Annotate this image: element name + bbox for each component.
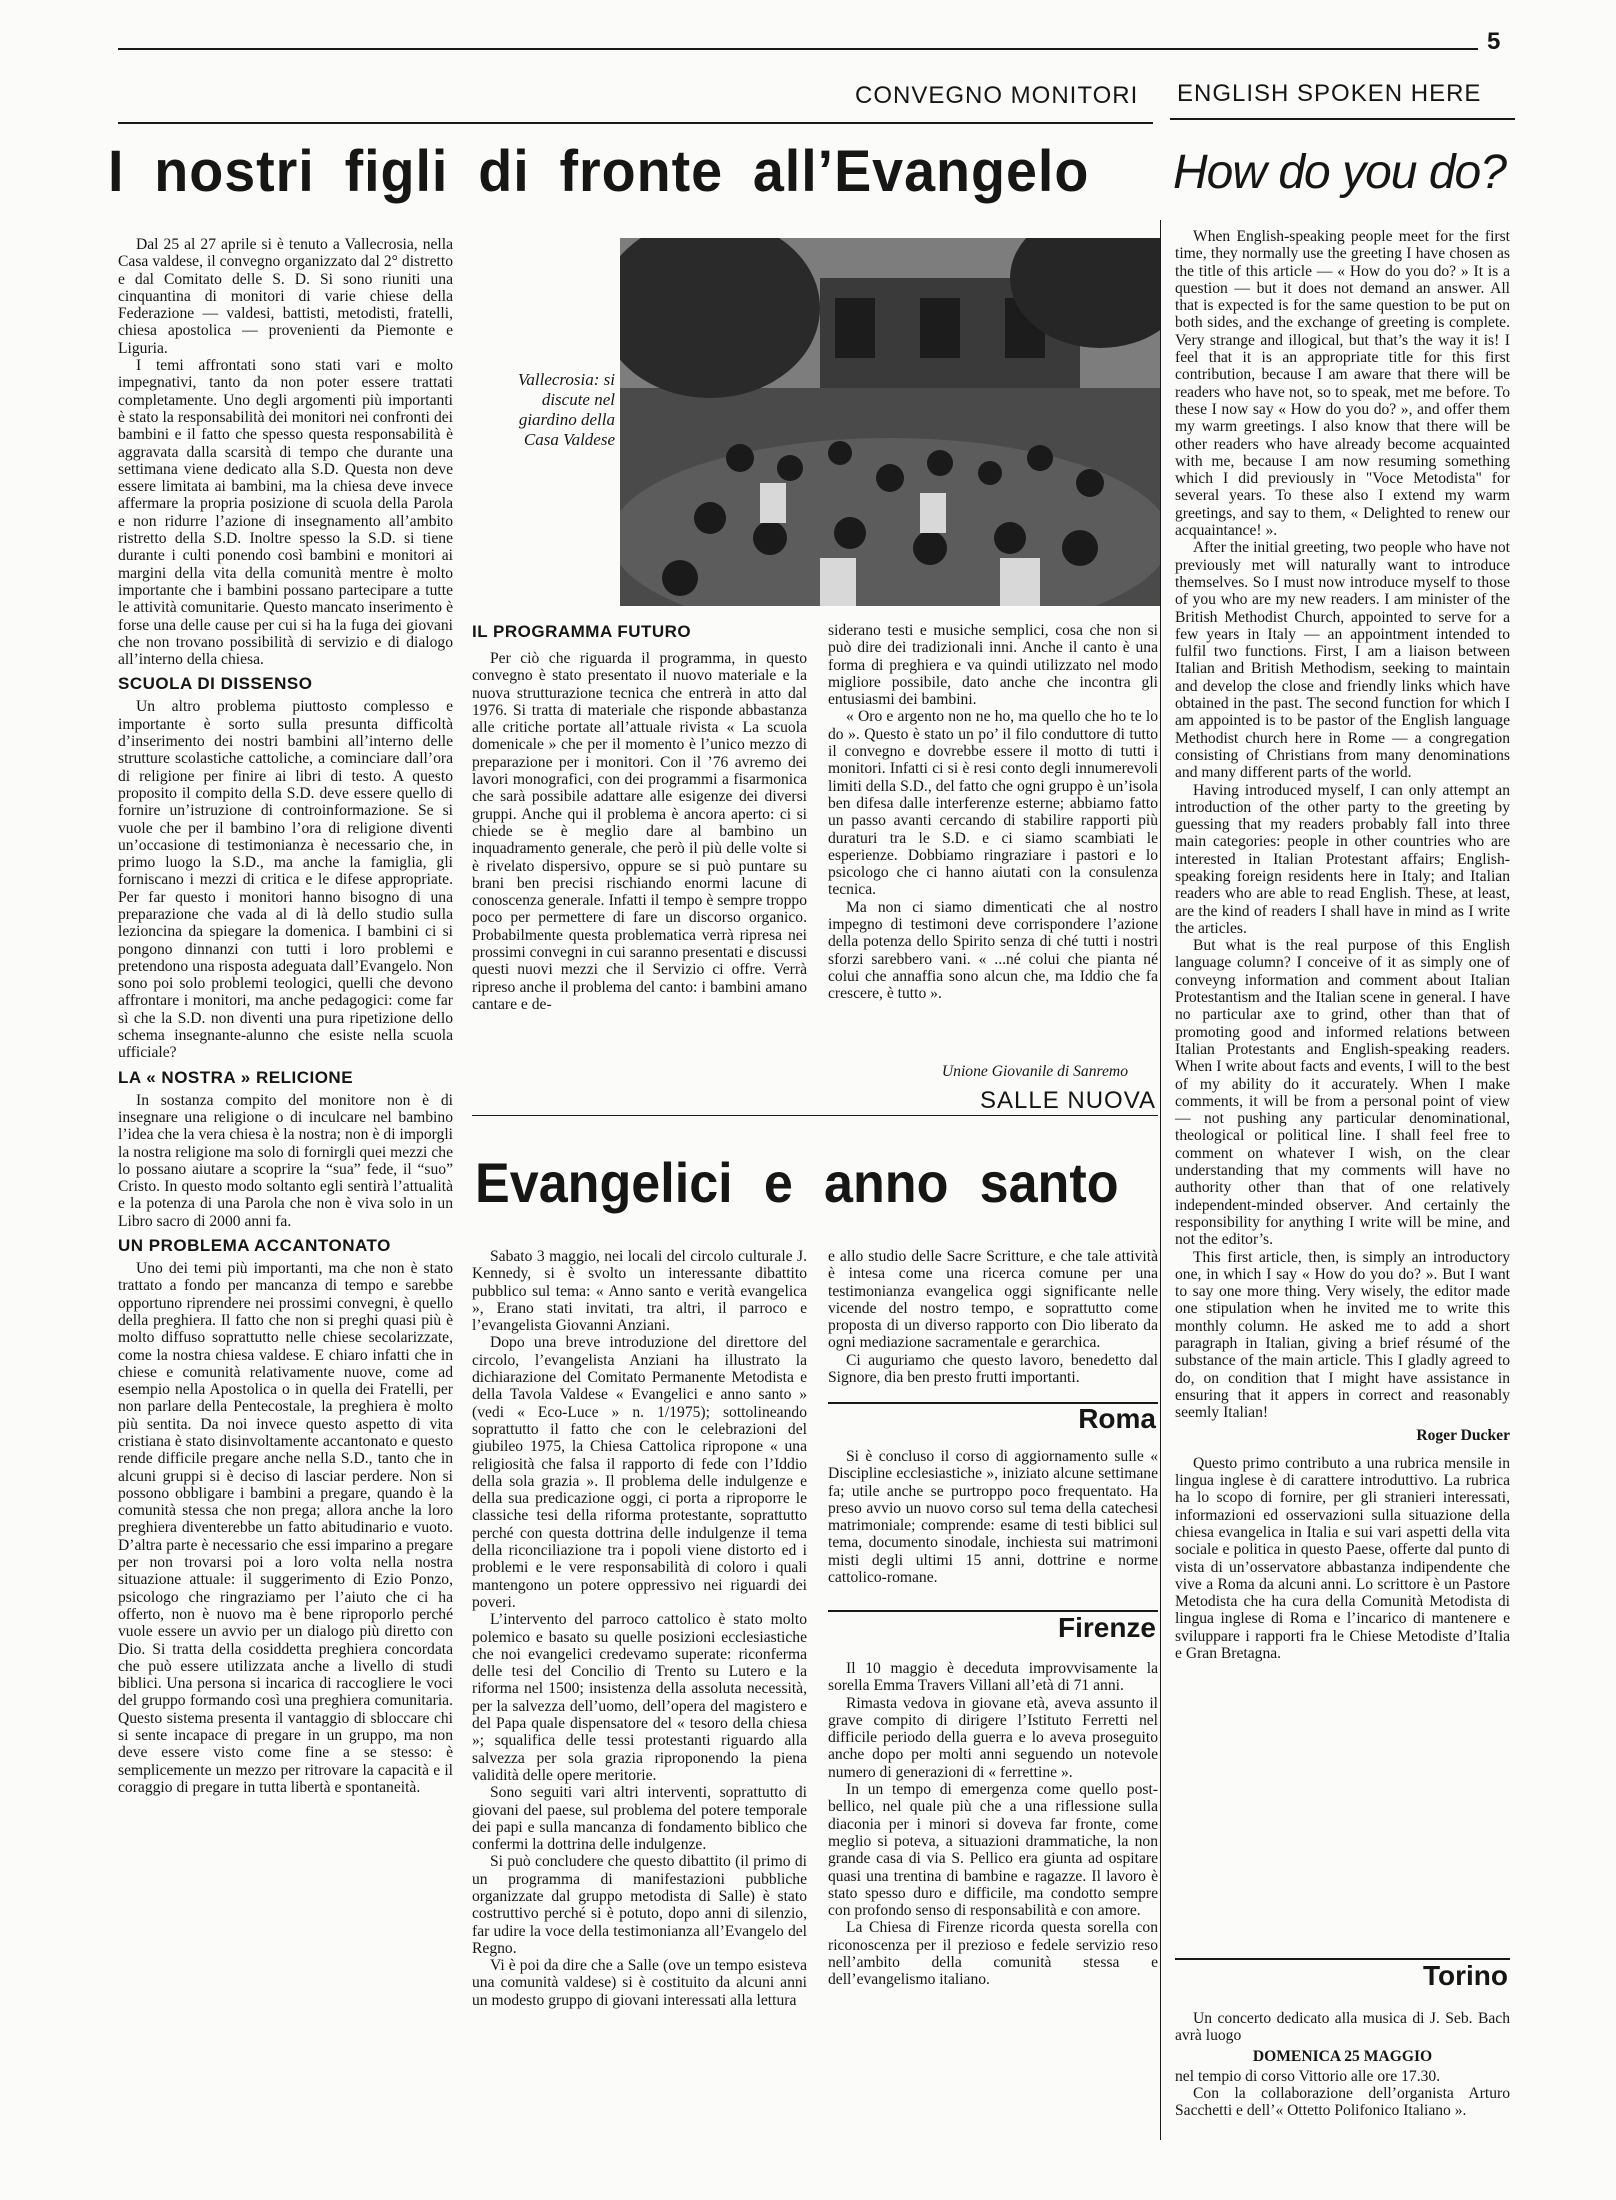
paragraph: Il 10 maggio è deceduta improvvisamente la sorella Emma Travers Villani all’età di 71 anni.: [828, 1660, 1158, 1695]
english-column: [1175, 228, 1510, 1662]
paragraph: But what is the real purpose of this English language column? I conceive of it as simply one of conveyng information and comment about Italian Protestantism and the Italian scene in general. I have no particular axe to grind, other than that of promoting good and informed relations between Italian Protestants and English-speaking readers. When I write about facts and events, I will to the best of my ability do it accurately. When I make comments, it will be from a personal point of view — not pushing any particular denominational, theological or political line. I shall feel free to comment on whatever I wish, on the clear understanding that my comments will have no authority other than that of one relatively independent-minded observer. And certainly the responsibility for anything I write will be mine, and not the editor’s.: [1175, 937, 1510, 1249]
photo-caption: Vallecrosia: si discute nel giardino della Casa Valdese: [517, 370, 615, 449]
article2-col3: [828, 1248, 1158, 1386]
subheading: LA « NOSTRA » RELICIONE: [118, 1067, 354, 1087]
paragraph: Ma non ci siamo dimenticati che al nostro impegno di testimoni deve corrispondere l’azione della potenza dello Spirito senza di ché tutti i nostri sforzi sarebbero vani. « ...né colui che pianta né colui che annaffia sono alcun che, ma Iddio che fa crescere, è tutto ».: [828, 898, 1158, 1003]
paragraph: This first article, then, is simply an introductory one, in which I say « How do you do? ». But I want to say one more thing. Very wisely, the editor made one stipulation when he invited me to write this monthly column. He asked me to add a short paragraph in Italian, giving a brief résumé of the substance of the main article. This I gladly agreed to do, on condition that I might have assistance in ensuring that it appers in correct and reasonably seemly Italian!: [1175, 1248, 1510, 1422]
article1-col1: [118, 236, 453, 1796]
firenze-text: [828, 1660, 1158, 1989]
photo-garden-image: [620, 238, 1160, 606]
paragraph: When English-speaking people meet for the first time, they normally use the greeting I have chosen as the title of this article — « How do you do? » It is a question — but it does not demand an answer. All that is expected is for the same question to be put on both sides, and the exchange of greeting is complete. Very strange and illogical, but that’s the way it is! I feel that it is an appropriate title for this first contribution, because I am aware that there will be readers who have not, so to speak, met me before. To these I now say « How do you do? », and offer them my warm greetings. I also know that there will be other readers who have already become acquainted with me, because I am now resuming something which I did previously in "Voce Metodista" for several years. To these also I extend my warm greetings, and say to them, « Delighted to renew our acquaintance! ».: [1175, 228, 1510, 540]
article1-signature: Unione Giovanile di Sanremo: [941, 1063, 1128, 1080]
paragraph: « Oro e argento non ne ho, ma quello che ho te lo do ». Questo è stato un po’ il filo conduttore di tutto il convegno e dovrebbe essere il motto di tutti i monitori. Infatti ci si è resi conto degli innumerevoli limiti della S.D., del fatto che ogni gruppo è un’isola ben difesa dalle interferenze esterne; abbiamo fatto un passo avanti cercando di stabilire rapporti più duraturi tra le S.D. e ci siamo scambiati le esperienze. Dobbiamo ringraziare i pastori e lo psicologo che ci hanno aiutati con la consulenza tecnica.: [828, 708, 1158, 899]
section-label-convegno: CONVEGNO MONITORI: [855, 82, 1139, 109]
torino-heading: Torino: [1422, 1960, 1508, 1991]
italian-summary: Questo primo contributo a una rubrica mensile in lingua inglese è di carattere introduttivo. La rubrica ha lo scopo di fornire, per gli stranieri interessati, informazioni ed osservazioni sulla situazione della chiesa evangelica in Italia e sui vari aspetti della vita sociale e politica in questo Paese, offerte dal punto di vista di un’osservatore abbastanza indipendente che vive a Roma da alcuni anni. Lo scrittore è un Pastore Metodista che ha cura della Comunità Metodista di lingua inglese di Roma e l’incarico di mantenere e sviluppare i rapporti fra le Chiese Metodiste d’Italia e Gran Bretagna.: [1175, 1454, 1510, 1663]
torino-date: DOMENICA 25 MAGGIO: [1252, 2047, 1433, 2065]
paragraph: Con la collaborazione dell’organista Arturo Sacchetti e dell’« Ottetto Polifonico Italiano ».: [1175, 2085, 1510, 2120]
photo-vallecrosia: [620, 238, 1160, 606]
paragraph: L’intervento del parroco cattolico è stato molto polemico e basato su quelle posizioni ecclesiastiche che noi evangelici credevamo superate: riconferma delle tesi del Concilio di Trento su Lutero e la riforma nel 1500; insistenza della assoluta necessità, per la salvezza dell’uomo, dell’opera del magistero e del Papa quale dispensatore del « tesoro della chiesa »; squalifica delle tessi protestanti riguardo alla salvezza per sola grazia riproponendo la piena validità delle opere meritorie.: [472, 1611, 807, 1784]
paragraph: Per ciò che riguarda il programma, in questo convegno è stato presentato il nuovo materiale e la nuova strutturazione tecnica che entrerà in atto dal 1976. Si tratta di materiale che risponde abbastanza alle critiche portate all’attuale rivista « La scuola domenicale » che per il momento è l’unico mezzo di preparazione per i monitori. Con il ’76 avremo dei lavori monografici, con dei programmi a fisarmonica che sarà possibile adattare alle esigenze dei diversi gruppi. Anche qui il problema è ancora aperto: ci si chiede se è meglio dare al bambino un inquadramento generale, che però il più delle volte si è rivelato dispersivo, oppure se si può puntare su brani ben precisi rischiando enormi lacune di conoscenza generale. Infatti il tempo è sempre troppo poco per permettere di fare un discorso organico. Probabilmente questa problematica verrà ripresa nei prossimi convegni in cui saranno presentati e discussi questi nuovi mezzi che il Servizio ci offre. Verrà ripreso anche il problema del canto: i bambini amano cantare e de-: [472, 650, 807, 1013]
firenze-heading: Firenze: [1057, 1612, 1156, 1643]
paragraph: Ci auguriamo che questo lavoro, benedetto dal Signore, dia ben presto frutti importanti.: [828, 1351, 1158, 1387]
article1-col3: [828, 622, 1158, 1003]
section-label-english: ENGLISH SPOKEN HERE: [1177, 80, 1482, 107]
paragraph: Dopo una breve introduzione del direttore del circolo, l’evangelista Anziani ha illustrato la dichiarazione del Comitato Permanente Metodista e della Tavola Valdese « Evangelici e anno santo » (vedi « Eco-Luce » n. 1/1975); sottolineando soprattutto il fatto che con le celebrazioni del giubileo 1975, la Chiesa Cattolica ripropone « una religiosità che falsa il rapporto di fede con l’Iddio della sola grazia ». Il problema delle indulgenze e della sua predicazione oggi, ci porta a riproporre le classiche tesi della riforma protestante, soprattutto perché con questa dottrina delle indulgenze il tema della riconciliazione tra i popoli viene distorto ed i problemi e le vere responsabilità di coloro i quali mantengono un potere oppressivo nei riguardi dei poveri.: [472, 1334, 807, 1611]
paragraph: In sostanza compito del monitore non è di insegnare una religione o di inculcare nel bambino l’idea che la vera chiesa è la nostra; non è di imporgli la nostra religione ma solo di fornirgli quei mezzi che lo possano aiutare a scoprire la “sua” fede, il “suo” Cristo. In questo modo soltanto egli sentirà l’attualità e la potenza di una Parola che non è viva solo in un Libro sacro di 2000 anni fa.: [118, 1091, 453, 1230]
torino-text: [1175, 2010, 1510, 2120]
paragraph: siderano testi e musiche semplici, cosa che non si può dire dei tradizionali inni. Anche il canto è una forma di preghiera e va quindi utilizzato nel modo migliore possibile, dato anche che incontra gli entusiasmi dei bambini.: [828, 622, 1158, 709]
subheading-programma: IL PROGRAMMA FUTURO: [472, 622, 692, 641]
paragraph: Un altro problema piuttosto complesso e importante è sorto sulla presunta difficoltà d’inserimento dei nostri bambini all’interno delle strutture scolastiche cattoliche, a cominciare dall’ora di religione per finire ai libri di testo. A questo proposito il compito della S.D. deve essere quello di fornire un’istruzione di controinformazione. Se si vuole che per il bambino l’ora di religione diventi un’occasione di testimonianza è necessario che, in primo luogo la S.D., ma anche la famiglia, gli forniscano i mezzi di critica e le difese appropriate. Per far questo i monitori hanno bisogno di una preparazione che vada al di là dello studio sulla lezioncina da spiegare la domenica. I bambini ci si pongono dinnanzi con tutti i loro problemi e pretendono una risposta adeguata dall’Evangelo. Non sono poi solo problemi teologici, quelli che devono affrontare i monitori, ma anche pedagogici: come far sì che la S.D. non diventi una pura ripetizione dello schema insegnante-alunno che esiste nella scuola ufficiale?: [118, 698, 453, 1062]
article2-col2: [472, 1248, 807, 2009]
paragraph: I temi affrontati sono stati vari e molto impegnativi, tanto da non poter essere trattati completamente. Uno degli argomenti più importanti è stato la responsabilità dei monitori nei confronti dei bambini e il fatto che spesso questa responsabilità è aggravata dalla scarsità di tempo che durante una settimana viene dedicato alla S.D. Questa non deve essere limitata ai bambini, ma la chiesa deve invece affermare la propria posizione di scuola della Parola e non ridurre l’azione di insegnamento all’ambito ristretto della S.D. Inoltre spesso la S.D. si tiene durante i culti ponendo così bambini e monitori ai margini della vita della comunità mentre è molto importante che i bambini possano partecipare a tutte le attività comunitarie. Questo mancato inserimento è forse una delle cause per cui si ha la fuga dei giovani che non trovano possibilità di servizio e di dialogo all’interno della chiesa.: [118, 357, 453, 669]
subheading: UN PROBLEMA ACCANTONATO: [118, 1236, 391, 1256]
paragraph: Vi è poi da dire che a Salle (ove un tempo esisteva una comunità valdese) si è costituito da alcuni anni un modesto gruppo di giovani interessati alla lettura: [472, 1957, 807, 2009]
paragraph: Dal 25 al 27 aprile si è tenuto a Vallecrosia, nella Casa valdese, il convegno organizzato dal 2° distretto e dal Comitato delle S. D. Si sono riuniti una cinquantina di monitori di varie chiese della Federazione — valdesi, battisti, metodisti, fratelli, chiesa apostolica — provenienti da Piemonte e Liguria.: [118, 236, 453, 357]
article1-title: I nostri figli di fronte all’Evangelo: [108, 139, 1090, 204]
page-number: 5: [1487, 28, 1501, 55]
roma-text: [828, 1448, 1158, 1586]
paragraph: In un tempo di emergenza come quello post-bellico, nel quale più che a una riflessione sulla diaconia per i minori si doveva far fronte, come meglio si poteva, a situazioni drammatiche, la non grande casa di via S. Pellico era giunta ad ospitare quasi una trentina di bambine e ragazze. Il lavoro è stato spesso duro e difficile, ma condotto sempre con profondo senso di responsabilità e con amore.: [828, 1781, 1158, 1920]
paragraph: La Chiesa di Firenze ricorda questa sorella con riconoscenza per il prezioso e fedele servizio reso nell’ambito della comunità stessa e dell’evangelismo italiano.: [828, 1919, 1158, 1989]
roma-heading: Roma: [1078, 1403, 1156, 1434]
article1-col2: [472, 650, 807, 1013]
paragraph: Sabato 3 maggio, nei locali del circolo culturale J. Kennedy, si è svolto un interessante dibattito pubblico sul tema: « Anno santo e verità evangelica », Erano stati invitati, tra altri, il parroco e l’evangelista Giovanni Anziani.: [472, 1248, 807, 1335]
paragraph: nel tempio di corso Vittorio alle ore 17.30.: [1175, 2067, 1441, 2085]
paragraph: After the initial greeting, two people who have not previously met will naturally want to introduce themselves. So I must now introduce myself to those of you who are my new readers. I am minister of the British Methodist Church, appointed to serve for a few years in Italy — an appointment intended to fulfil two functions. First, I am a liaison between Italian and British Methodism, seeking to maintain and develop the close and friendly links which have obtained in the past. The second function for which I am appointed is to be pastor of the English language Methodist church here in Rome — a congregation consisting of Christians from many denominations and many different parts of the world.: [1175, 539, 1510, 782]
paragraph: Sono seguiti vari altri interventi, soprattutto di giovani del paese, sul problema del potere temporale dei papi e sulla mancanza di fondamento biblico che confermi la dottrina delle indulgenze.: [472, 1784, 807, 1854]
paragraph: e allo studio delle Sacre Scritture, e che tale attività è intesa come una ricerca comune per una testimonianza evangelica oggi significante nelle vicende del nostro tempo, e soprattutto come proposta di un diverso rapporto con Dio liberato da ogni mediazione sacramentale e gerarchica.: [828, 1248, 1158, 1352]
paragraph: Si è concluso il corso di aggiornamento sulle « Discipline ecclesiastiche », iniziato alcune settimane fa; utile anche se purtroppo poco frequentato. Ha preso avvio un nuovo corso sul tema della catechesi matrimoniale; comprende: esame di testi biblici sul tema, documento sinodale, inchiesta sui matrimoni misti degli ultimi 15 anni, dottrine e norme cattolico-romane.: [828, 1448, 1158, 1587]
salle-rule: [472, 1115, 1158, 1116]
header-underline: [118, 122, 1153, 124]
subheading: SCUOLA DI DISSENSO: [118, 674, 313, 694]
column-divider: [1160, 220, 1161, 2140]
section-label-salle: SALLE NUOVA: [980, 1087, 1156, 1114]
paragraph: Si può concludere che questo dibattito (il primo di un programma di manifestazioni pubbliche organizzate dal gruppo metodista di Salle) è stato costruttivo perché si è potuto, dopo anni di silenzio, far udire la voce della testimonianza all’Evangelo del Regno.: [472, 1853, 807, 1957]
paragraph: Un concerto dedicato alla musica di J. Seb. Bach avrà luogo: [1175, 2010, 1510, 2045]
paragraph: Having introduced myself, I can only attempt an introduction of the other party to the greeting by guessing that my readers probably fall into three main categories: people in other countries who are interested in Italian Protestant affairs; English-speaking foreign residents here in Italy; and Italian readers who are able to read English. These, at least, are the kind of readers I shall have in mind as I write the articles.: [1175, 781, 1510, 937]
english-title: How do you do?: [1173, 146, 1506, 199]
article2-title: Evangelici e anno santo: [475, 1151, 1119, 1214]
paragraph: Uno dei temi più importanti, ma che non è stato trattato a fondo per mancanza di tempo e sarebbe opportuno riprendere nei prossimi convegni, è quello della preghiera. Il fatto che non si preghi quasi più è molto diffuso soprattutto nelle chiese secolarizzate, come la nostra chiesa valdese. E chiaro infatti che in chiese e comunità relativamente nuove, come ad esempio nella Apostolica o in quella dei Fratelli, per non parlare della Pentecostale, la preghiera è molto più sentita. Da noi invece questo aspetto di vita cristiana è stato disinvoltamente accantonato e questo rende difficile pregare anche nella S.D., tanto che in alcuni gruppi si è deciso di lasciar perdere. Non si possono obbligare i bambini a pregare, quando è la comunità stessa che non prega; allora anche la loro preghiera diventerebbe un fatto abitudinario e vuoto. D’altra parte è necessario che essi imparino a pregare per non trovarsi poi a loro volta nella nostra situazione attuale: il suggerimento di Ezio Ponzo, psicologo che ringraziamo per l’aiuto che ci ha offerto, non è nuovo ma è bene riproporlo perché vuole essere un avvio per un dialogo più diretto con Dio. Si tratta della cosiddetta preghiera concordata che può essere utilizzata anche a livello di studi biblici. Una persona si incarica di raccogliere le voci del gruppo formando così una preghiera comunitaria. Questo sistema presenta il vantaggio di sbloccare chi si sente incapace di pregare in un gruppo, ma non deve essere visto come fine a se stesso: è semplicemente un mezzo per ritrovare la capacità e il coraggio di pregare in tutta libertà e spontaneità.: [118, 1260, 453, 1796]
english-signature: Roger Ducker: [1416, 1427, 1510, 1445]
header-underline-right: [1170, 118, 1515, 120]
top-rule: [118, 48, 1478, 50]
paragraph: Rimasta vedova in giovane età, aveva assunto il grave compito di dirigere l’Istituto Ferretti nel difficile periodo della guerra e lo aveva proseguito anche dopo per molti anni seguendo un notevole numero di generazioni di « ferrettine ».: [828, 1694, 1158, 1781]
